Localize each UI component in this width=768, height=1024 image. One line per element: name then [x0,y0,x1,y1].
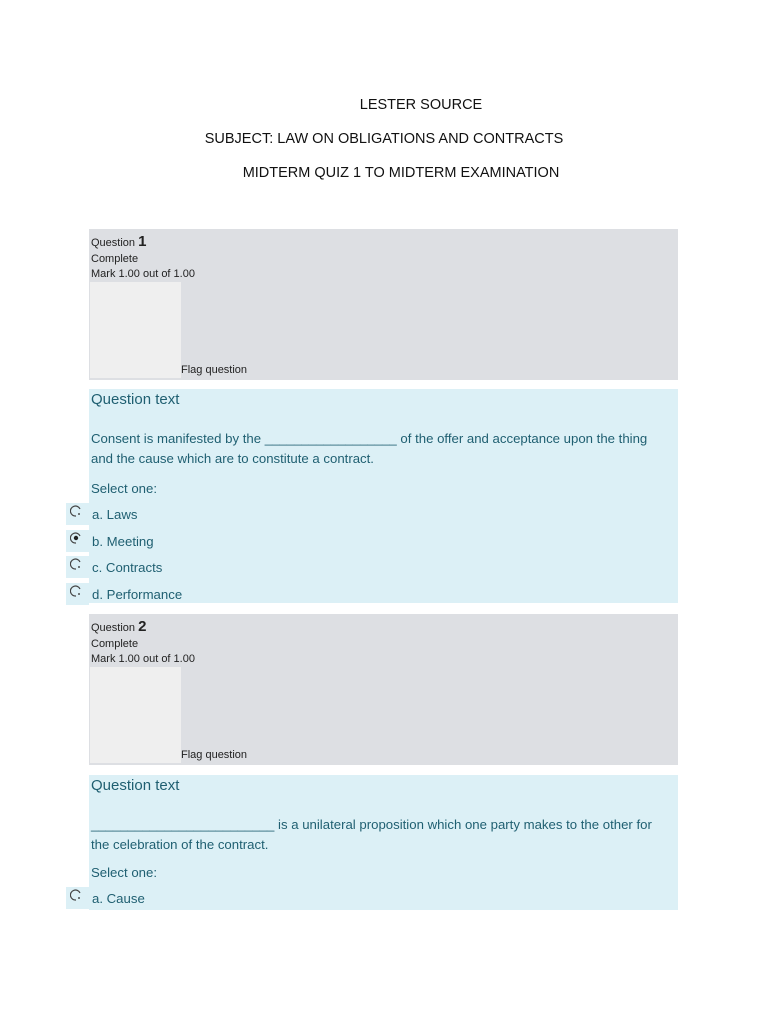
flag-question-link[interactable]: Flag question [181,749,248,761]
question-state: Complete [91,638,139,650]
answer-option-label[interactable]: d. Performance [92,586,183,602]
answer-option-label[interactable]: b. Meeting [92,533,154,549]
radio-selected-icon[interactable] [70,532,82,544]
radio-icon[interactable] [70,558,82,570]
question-label: Question [91,237,136,249]
subject-title: SUBJECT: LAW ON OBLIGATIONS AND CONTRACTS [204,131,564,147]
flag-box [90,282,181,378]
select-one-prompt: Select one: [91,481,157,496]
answer-option-label[interactable]: a. Cause [92,891,145,906]
question-2-info [89,614,678,765]
answer-option[interactable] [66,887,678,909]
question-label: Question [91,622,136,634]
question-1-info [89,229,678,380]
question-grade: Mark 1.00 out of 1.00 [91,268,195,280]
flag-box [90,667,181,763]
answer-option[interactable] [66,583,678,605]
question-text: _________________________ is a unilateral proposition which one party makes to the other for the celebration of the contract. [91,817,652,852]
answer-option[interactable] [66,556,678,578]
question-number [91,618,146,635]
question-number-value: 1 [138,233,147,250]
document-header [0,94,768,196]
question-number [91,233,146,250]
question-number-value: 2 [138,618,147,635]
radio-icon[interactable] [70,889,82,901]
question-state: Complete [91,253,139,265]
answer-option-label[interactable]: a. Laws [92,507,138,522]
answer-option[interactable] [66,530,678,552]
answer-option[interactable] [66,503,678,525]
question-text-heading: Question text [91,777,180,794]
select-one-prompt: Select one: [91,865,157,880]
source-title: LESTER SOURCE [359,97,483,113]
radio-icon[interactable] [70,505,82,517]
question-text: Consent is manifested by the __________________ of the offer and acceptance upon the thing and the cause which are to constitute a contract. [91,431,648,466]
exam-title: MIDTERM QUIZ 1 TO MIDTERM EXAMINATION [242,165,560,181]
flag-question-link[interactable]: Flag question [181,364,248,376]
question-grade: Mark 1.00 out of 1.00 [91,653,195,665]
radio-icon[interactable] [70,585,82,597]
question-text-heading: Question text [91,391,180,408]
answer-option-label[interactable]: c. Contracts [92,560,163,575]
